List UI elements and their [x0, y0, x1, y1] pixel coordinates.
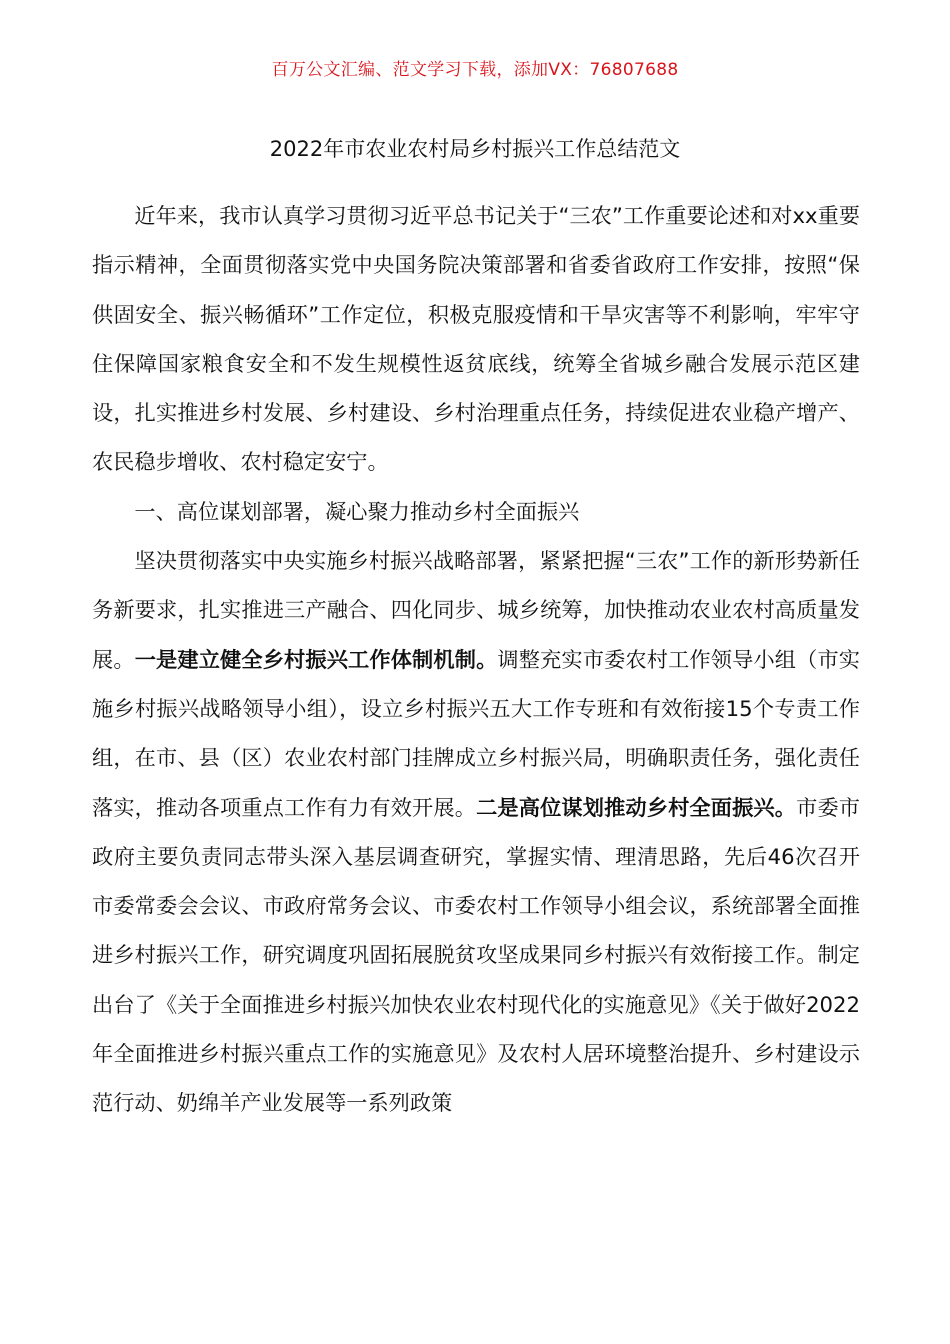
- document-title: 2022年市农业农村局乡村振兴工作总结范文: [269, 137, 681, 161]
- intro-paragraph: 近年来，我市认真学习贯彻习近平总书记关于“三农”工作重要论述和对xx重要指示精神，全面贯彻落实党中央国务院决策部署和省委省政府工作安排，按照“保供固安全、振兴畅循环”工作定位，积极克服疫情和干旱灾害等不利影响，牢牢守住保障国家粮食安全和不发生规模性返贫底线，统筹全省城乡融合发展示范区建设，扎实推进乡村发展、乡村建设、乡村治理重点任务，持续促进农业稳产增产、农民稳步增收、农村稳定安宁。: [92, 203, 860, 475]
- section-1-bold-point-1: 一是建立健全乡村振兴工作体制机制。: [134, 646, 498, 672]
- section-heading-1: 一、高位谋划部署，凝心聚力推动乡村全面振兴: [134, 498, 580, 524]
- document-body: [92, 191, 860, 1128]
- header-watermark: 百万公文汇编、范文学习下载，添加VX：76807688: [271, 60, 679, 80]
- section-1-text-c: 市委市政府主要负责同志带头深入基层调查研究，掌握实情、理清思路，先后46次召开市委常委会会议、市政府常务会议、市委农村工作领导小组会议，系统部署全面推进乡村振兴工作，研究调度巩固拓展脱贫攻坚成果同乡村振兴有效衔接工作。制定出台了《关于全面推进乡村振兴加快农业农村现代化的实施意见》《关于做好2022年全面推进乡村振兴重点工作的实施意见》及农村人居环境整治提升、乡村建设示范行动、奶绵羊产业发展等一系列政策: [92, 794, 860, 1116]
- section-1-text-b: 调整充实市委农村工作领导小组（市实施乡村振兴战略领导小组），设立乡村振兴五大工作专班和有效衔接15个专责工作组，在市、县（区）农业农村部门挂牌成立乡村振兴局，明确职责任务，强化责任落实，推动各项重点工作有力有效开展。: [92, 646, 860, 820]
- section-1-bold-point-2: 二是高位谋划推动乡村全面振兴。: [476, 794, 797, 820]
- section-1-paragraph: [92, 536, 860, 1128]
- section-1-text-a: 坚决贯彻落实中央实施乡村振兴战略部署，紧紧把握“三农”工作的新形势新任务新要求，扎实推进三产融合、四化同步、城乡统筹，加快推动农业农村高质量发展。: [92, 548, 860, 672]
